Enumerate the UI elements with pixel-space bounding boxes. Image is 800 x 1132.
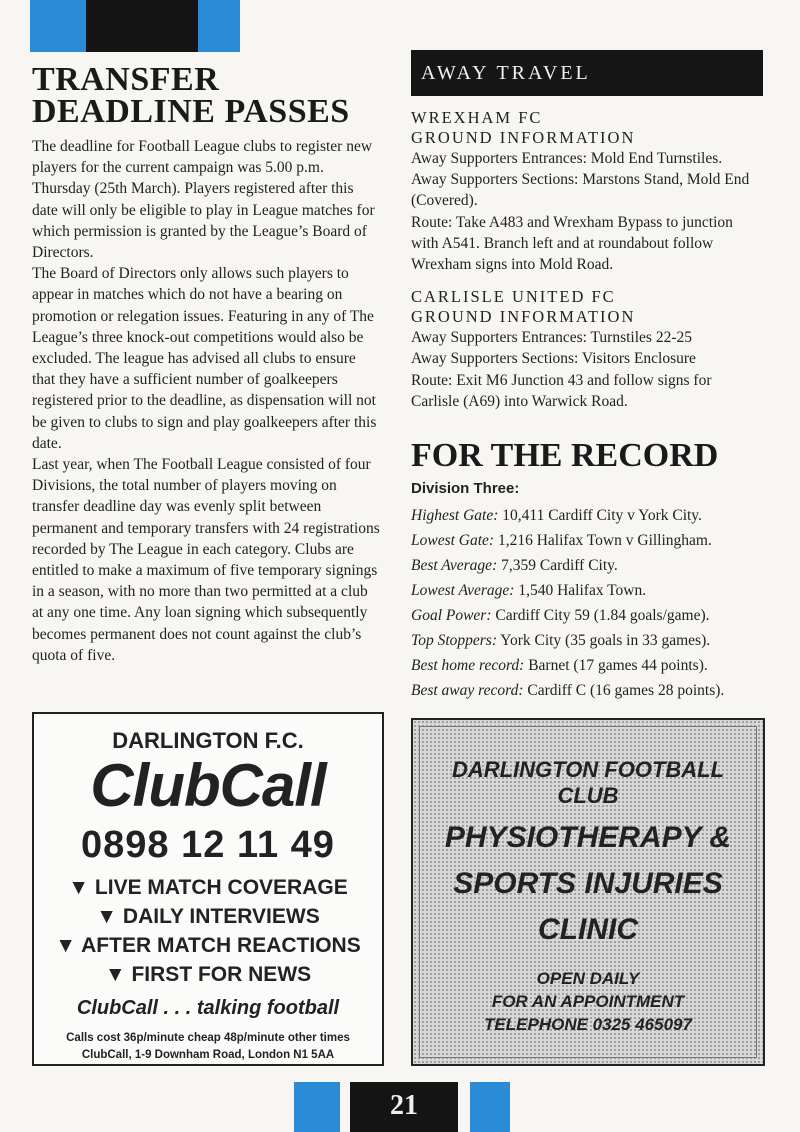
carlisle-heading-ground: GROUND INFORMATION [411, 307, 636, 327]
feature-label: AFTER MATCH REACTIONS [81, 934, 361, 957]
carlisle-sections: Away Supporters Sections: Visitors Enclosure [411, 350, 696, 368]
stat-label: Best away record: [411, 682, 524, 700]
physio-line: DARLINGTON FOOTBALL [451, 757, 725, 782]
record-stat [411, 603, 763, 628]
wrexham-info [411, 108, 763, 275]
page-number: 21 [350, 1082, 458, 1132]
carlisle-heading [411, 287, 763, 327]
record-stat [411, 653, 763, 678]
division-label: Division Three: [411, 480, 520, 498]
right-column [411, 50, 763, 703]
stat-label: Lowest Gate: [411, 532, 495, 550]
stat-label: Goal Power: [411, 607, 492, 625]
wrexham-entrances: Away Supporters Entrances: Mold End Turnstiles. [411, 150, 723, 167]
stat-value: York City (35 goals in 33 games). [500, 632, 711, 650]
feature-item [34, 902, 382, 931]
record-stats-list [411, 503, 763, 703]
feature-item [34, 960, 382, 989]
feature-label: LIVE MATCH COVERAGE [94, 876, 348, 899]
stat-value: Cardiff City 59 (1.84 goals/game). [495, 607, 710, 625]
stat-value: Cardiff C (16 games 28 points). [527, 682, 725, 700]
carlisle-entrances: Away Supporters Entrances: Turnstiles 22-25 [411, 329, 692, 347]
article-paragraph: Last year, when The Football League consisted of four Divisions, the total number of players moving on transfer deadline day was evenly split between permanent and temporary transfers with 24 registrations recorded by The League in each category. Clubs are entitled to make a maximum of five temporary signings in a season, with no more than two permitted at a club at any one time. Any loan signing which subsequently becomes permanent does not count against the club’s quota of five. [32, 456, 380, 664]
carlisle-route: Route: Exit M6 Junction 43 and follow signs for Carlisle (A69) into Warwick Road. [411, 371, 712, 410]
physio-line: PHYSIOTHERAPY & [444, 821, 732, 854]
footer-blue-block-right [470, 1082, 510, 1132]
stat-label: Highest Gate: [411, 507, 499, 525]
clubcall-advert [32, 712, 384, 1066]
physio-advert-inner-border [419, 726, 757, 1058]
clubcall-address: ClubCall, 1-9 Downham Road, London N1 5AA [81, 1049, 335, 1061]
stat-value: Barnet (17 games 44 points). [528, 657, 708, 675]
footer-blue-block-left [294, 1082, 340, 1132]
article-paragraph: The Board of Directors only allows such players to appear in matches which do not have a bearing on promotion or relegation issues. Featuring in any of The League’s three knock-out competitions would also be excluded. The league has advised all clubs to ensure that they have a sufficient number of goalkeepers registered prior to the deadline, as dispensation will not be given to clubs to sign and play goalkeepers after this date. [32, 265, 377, 452]
article-title-line1: TRANSFER [32, 61, 220, 98]
wrexham-heading-ground: GROUND INFORMATION [411, 128, 636, 147]
article-title-line2: DEADLINE PASSES [32, 93, 350, 130]
physio-line: FOR AN APPOINTMENT [491, 992, 685, 1011]
clubcall-tagline: ClubCall . . . talking football [76, 997, 340, 1019]
feature-item [34, 873, 382, 902]
down-triangle-icon: ▼ [96, 905, 118, 928]
record-stat [411, 528, 763, 553]
feature-label: DAILY INTERVIEWS [122, 905, 320, 928]
record-stat [411, 503, 763, 528]
header-blue-block-left [30, 0, 86, 52]
clubcall-features [34, 873, 382, 989]
stat-label: Best Average: [411, 557, 498, 575]
physio-clinic-advert [411, 718, 765, 1066]
wrexham-heading-club: WREXHAM FC [411, 108, 543, 127]
physio-line: SPORTS INJURIES [453, 867, 723, 900]
feature-item [34, 931, 382, 960]
stat-label: Top Stoppers: [411, 632, 497, 650]
down-triangle-icon: ▼ [55, 934, 77, 957]
clubcall-phone-number: 0898 12 11 49 [81, 824, 335, 866]
stat-value: 1,540 Halifax Town. [518, 582, 647, 600]
stat-value: 7,359 Cardiff City. [501, 557, 618, 575]
wrexham-sections: Away Supporters Sections: Marstons Stand, Mold End (Covered). [411, 171, 750, 210]
carlisle-heading-club: CARLISLE UNITED FC [411, 287, 616, 307]
clubcall-small-print [34, 1030, 382, 1064]
record-stat [411, 578, 763, 603]
down-triangle-icon: ▼ [68, 876, 90, 899]
away-travel-banner: AWAY TRAVEL [411, 50, 763, 96]
physio-line: TELEPHONE 0325 465097 [484, 1015, 692, 1034]
physio-club-name [420, 757, 756, 809]
clubcall-logo: ClubCall [90, 752, 326, 819]
wrexham-route: Route: Take A483 and Wrexham Bypass to junction with A541. Branch left and at roundabout follow Wrexham signs into Mold Road. [411, 213, 733, 274]
article-title [32, 61, 382, 130]
for-the-record-title: FOR THE RECORD [411, 437, 719, 475]
clubcall-cost: Calls cost 36p/minute cheap 48p/minute other times [66, 1032, 350, 1044]
article-body [32, 136, 382, 666]
header-black-block [86, 0, 198, 52]
physio-service-name [420, 815, 756, 953]
stat-label: Best home record: [411, 657, 525, 675]
down-triangle-icon: ▼ [104, 963, 126, 986]
physio-line: CLINIC [538, 913, 638, 946]
article-paragraph: The deadline for Football League clubs to register new players for the current campaign was 5.00 p.m. Thursday (25th March). Players registered after this date will only be eligible to play in League matches for which permission is granted by the League’s Board of Directors. [32, 138, 375, 262]
record-stat [411, 553, 763, 578]
stat-label: Lowest Average: [411, 582, 515, 600]
wrexham-heading [411, 108, 763, 148]
physio-contact [420, 967, 756, 1036]
carlisle-info [411, 287, 763, 412]
stat-value: 1,216 Halifax Town v Gillingham. [497, 532, 712, 550]
header-blue-block-right [198, 0, 240, 52]
stat-value: 10,411 Cardiff City v York City. [502, 507, 702, 525]
record-stat [411, 628, 763, 653]
physio-line: OPEN DAILY [536, 969, 640, 988]
record-stat [411, 678, 763, 703]
physio-line: CLUB [557, 783, 619, 808]
feature-label: FIRST FOR NEWS [131, 963, 312, 986]
clubcall-club-name: DARLINGTON F.C. [112, 728, 304, 753]
transfer-article [32, 61, 382, 666]
